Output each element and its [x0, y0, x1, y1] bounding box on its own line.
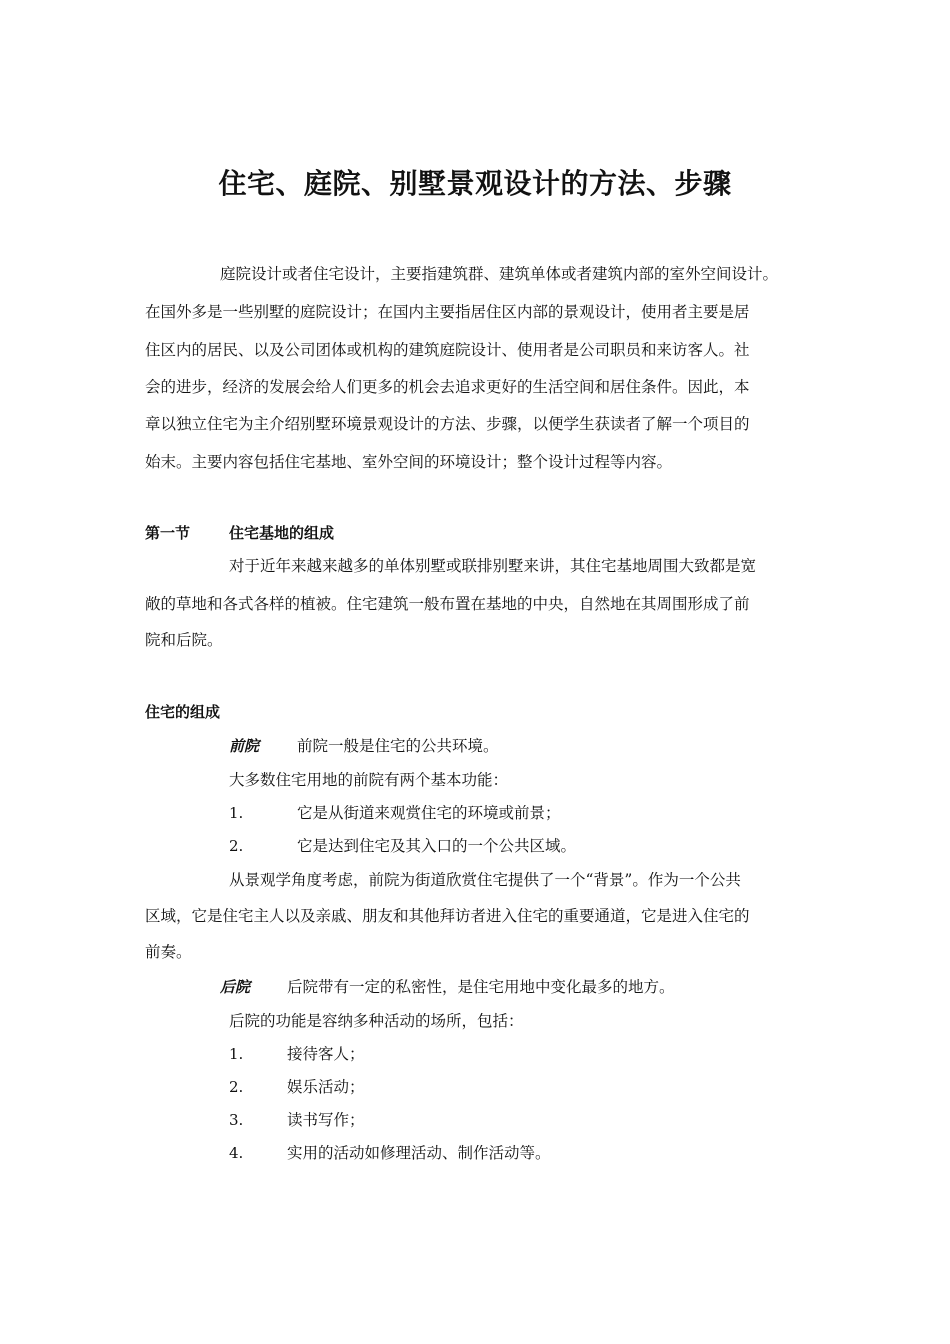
section-heading: 住宅基地的组成 — [229, 524, 335, 542]
back-yard-label: 后院 — [220, 978, 251, 996]
back-item-text: 接待客人； — [287, 1045, 365, 1063]
page-title: 住宅、庭院、别墅景观设计的方法、步骤 — [218, 167, 732, 200]
back-item-number: 1. — [229, 1045, 244, 1063]
intro-line-3: 住区内的居民、以及公司团体或机构的建筑庭院设计、使用者是公司职员和来访客人。社 — [145, 341, 750, 359]
section1-line-2: 敞的草地和各式各样的植被。住宅建筑一般布置在基地的中央，自然地在其周围形成了前 — [145, 595, 750, 613]
back-functions-intro: 后院的功能是容纳多种活动的场所，包括： — [229, 1012, 524, 1030]
back-item-number: 3. — [229, 1111, 244, 1129]
section-label: 第一节 — [145, 524, 191, 542]
intro-line-1: 庭院设计或者住宅设计，主要指建筑群、建筑单体或者建筑内部的室外空间设计。 — [220, 265, 779, 283]
composition-heading: 住宅的组成 — [145, 703, 221, 721]
back-item-text: 实用的活动如修理活动、制作活动等。 — [287, 1144, 551, 1162]
back-yard-desc: 后院带有一定的私密性，是住宅用地中变化最多的地方。 — [287, 978, 675, 996]
front-para-line-2: 区域，它是住宅主人以及亲戚、朋友和其他拜访者进入住宅的重要通道，它是进入住宅的 — [145, 907, 750, 925]
intro-line-2: 在国外多是一些别墅的庭院设计；在国内主要指居住区内部的景观设计，使用者主要是居 — [145, 303, 750, 321]
front-yard-desc: 前院一般是住宅的公共环境。 — [297, 737, 499, 755]
intro-line-5: 章以独立住宅为主介绍别墅环境景观设计的方法、步骤，以便学生获读者了解一个项目的 — [145, 415, 750, 433]
front-para-line-1: 从景观学角度考虑，前院为街道欣赏住宅提供了一个“背景”。作为一个公共 — [229, 871, 741, 889]
back-item-number: 2. — [229, 1078, 244, 1096]
intro-line-6: 始末。主要内容包括住宅基地、室外空间的环境设计；整个设计过程等内容。 — [145, 453, 673, 471]
intro-line-4: 会的进步，经济的发展会给人们更多的机会去追求更好的生活空间和居住条件。因此，本 — [145, 378, 750, 396]
front-item-number: 2. — [229, 837, 244, 855]
front-para-line-3: 前奏。 — [145, 943, 192, 961]
front-functions-intro: 大多数住宅用地的前院有两个基本功能： — [229, 771, 509, 789]
back-item-number: 4. — [229, 1144, 244, 1162]
front-yard-label: 前院 — [229, 737, 260, 755]
section1-line-1: 对于近年来越来越多的单体别墅或联排别墅来讲，其住宅基地周围大致都是宽 — [229, 557, 757, 575]
front-item-text: 它是达到住宅及其入口的一个公共区域。 — [297, 837, 577, 855]
back-item-text: 娱乐活动； — [287, 1078, 365, 1096]
section1-line-3: 院和后院。 — [145, 631, 223, 649]
front-item-number: 1. — [229, 804, 244, 822]
front-item-text: 它是从街道来观赏住宅的环境或前景； — [297, 804, 561, 822]
back-item-text: 读书写作； — [287, 1111, 365, 1129]
